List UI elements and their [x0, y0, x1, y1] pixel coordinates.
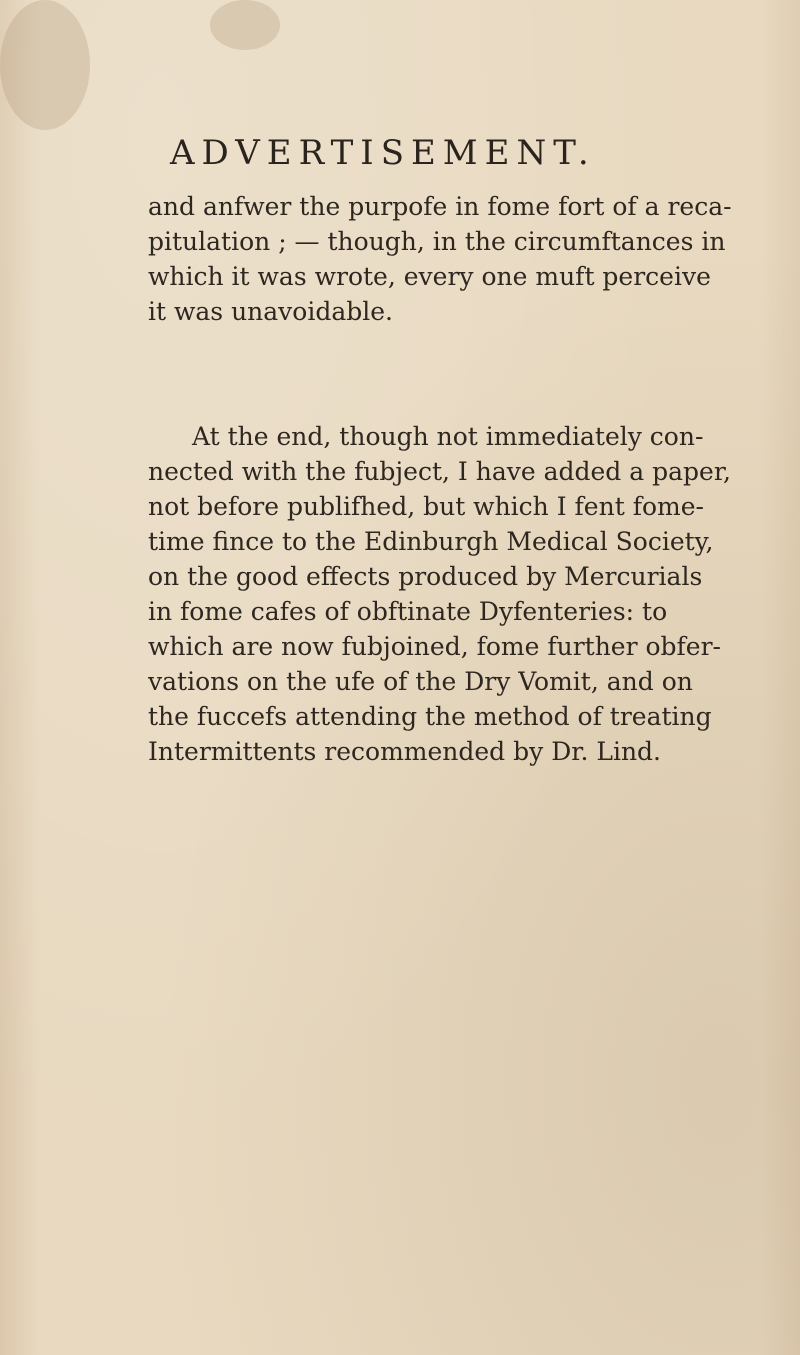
text-line: not before publifhed, but which I fent fome- [148, 492, 704, 521]
text-line: in fome cafes of obftinate Dyfenteries: to [148, 597, 668, 626]
text-line: on the good effects produced by Mercurials [148, 562, 703, 591]
paper-stain [0, 0, 90, 130]
text-line: the fuccefs attending the method of treating [148, 702, 712, 731]
paragraph-1 [148, 189, 763, 329]
text-line: time fince to the Edinburgh Medical Society, [148, 527, 714, 556]
text-line: vations on the ufe of the Dry Vomit, and on [148, 667, 693, 696]
text-line: nected with the fubject, I have added a paper, [148, 457, 731, 486]
text-line: it was unavoidable. [148, 297, 393, 326]
paper-stain [210, 0, 280, 50]
page-title: ADVERTISEMENT. [170, 133, 596, 173]
text-line: which are now fubjoined, fome further obfer- [148, 632, 721, 661]
text-line: At the end, though not immediately con- [192, 422, 704, 451]
text-line: Intermittents recommended by Dr. Lind. [148, 737, 662, 766]
text-line: pitulation ; — though, in the circumftances in [148, 227, 726, 256]
text-line: which it was wrote, every one muft perceive [148, 262, 711, 291]
text-line: and anfwer the purpofe in fome fort of a reca- [148, 192, 732, 221]
paragraph-2 [148, 419, 763, 769]
